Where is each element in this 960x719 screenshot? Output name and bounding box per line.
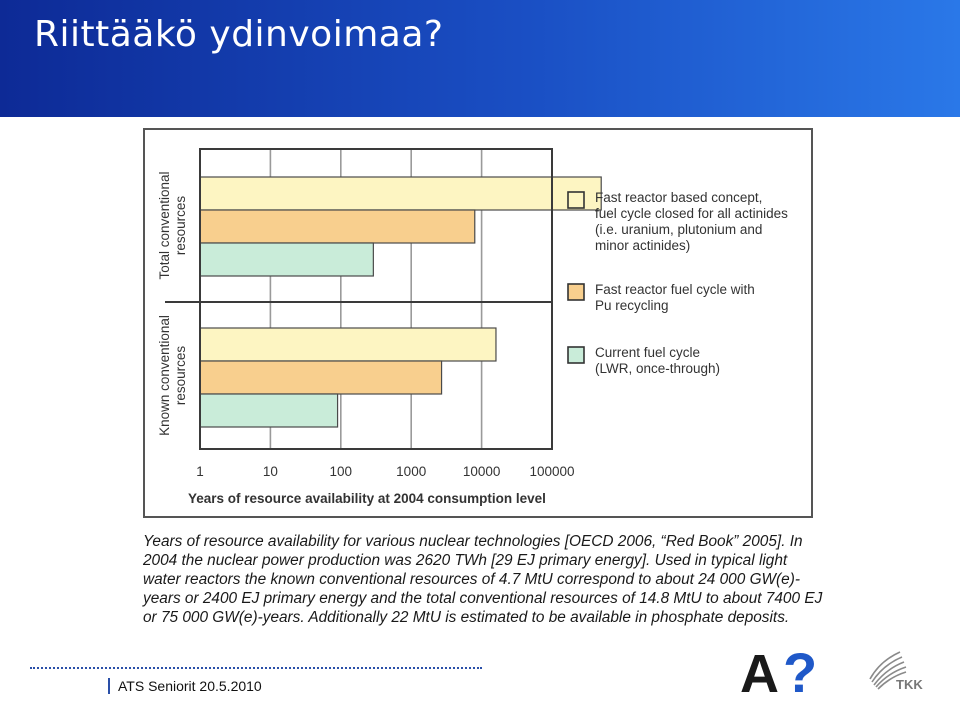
legend-label-line: (i.e. uranium, plutonium and	[595, 222, 763, 237]
group-label-line: resources	[173, 195, 188, 256]
footer-text: ATS Seniorit 20.5.2010	[118, 678, 262, 694]
x-axis-label: Years of resource availability at 2004 consumption level	[188, 491, 546, 506]
tkk-label: TKK	[896, 677, 923, 692]
slide-title: Riittääkö ydinvoimaa?	[34, 14, 444, 55]
bar	[200, 210, 475, 243]
bar	[200, 328, 496, 361]
group-label	[157, 315, 188, 436]
legend-label-line: Fast reactor based concept,	[595, 190, 763, 205]
x-tick-label: 100000	[529, 464, 575, 479]
title-bar	[0, 0, 960, 117]
legend-label	[595, 345, 720, 376]
bar	[200, 243, 373, 276]
bar	[200, 394, 338, 427]
legend-label-line: minor actinides)	[595, 238, 691, 253]
group-label-line: Total conventional	[157, 171, 172, 280]
figure-caption: Years of resource availability for various nuclear technologies [OECD 2006, “Red Book” 2005]. In 2004 the nuclear power production was 2620 TWh [29 EJ primary energy]. Used in typical light water reactors the known conventional resources of 4.7 MtU correspond to about 24 000 GW(e)-years or 2400 EJ primary energy and the total conventional resources of 14.8 MtU to about 7400 EJ or 75 000 GW(e)-years. Additionally 22 MtU is estimated to be available in phosphate deposits.	[143, 533, 823, 626]
legend-label-line: fuel cycle closed for all actinides	[595, 206, 788, 221]
legend-swatch	[568, 284, 584, 300]
bar	[200, 177, 601, 210]
resource-availability-chart	[145, 130, 811, 516]
footer-marker	[108, 678, 110, 694]
x-tick-label: 100	[329, 464, 353, 479]
group-label	[157, 171, 188, 279]
logo-question-mark: ?	[783, 641, 818, 704]
legend-swatch	[568, 192, 584, 208]
group-label-line: Known conventional	[157, 315, 172, 436]
logo-a-letter: A	[740, 644, 779, 704]
legend-label-line: (LWR, once-through)	[595, 361, 721, 376]
figure-frame	[143, 128, 813, 518]
x-tick-label: 10000	[462, 464, 501, 479]
legend-label-line: Pu recycling	[595, 298, 669, 313]
legend-swatch	[568, 347, 584, 363]
group-label-line: resources	[173, 345, 188, 406]
legend-label-line: Current fuel cycle	[595, 345, 701, 360]
legend-label	[595, 190, 788, 253]
x-tick-label: 1	[196, 464, 204, 479]
bar	[200, 361, 442, 394]
legend-label-line: Fast reactor fuel cycle with	[595, 282, 755, 297]
legend-label	[595, 282, 755, 313]
x-tick-label: 1000	[396, 464, 427, 479]
footer-divider	[30, 667, 482, 669]
tkk-logo	[866, 649, 930, 695]
x-tick-label: 10	[262, 464, 278, 479]
